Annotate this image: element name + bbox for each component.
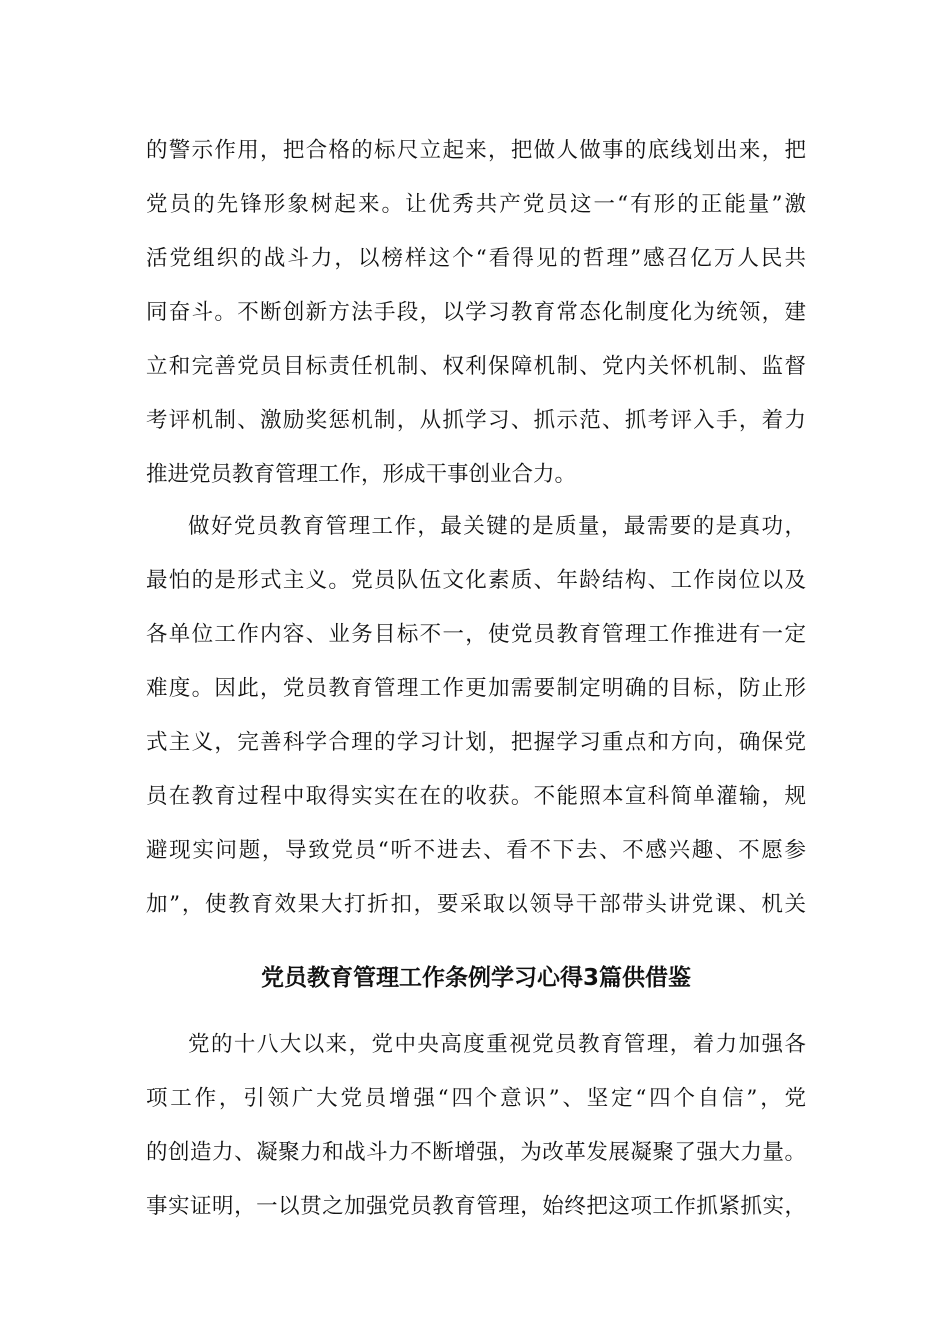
paragraph-line: 的警示作用，把合格的标尺立起来，把做人做事的底线划出来，把 [146,138,806,163]
paragraph-line: 做好党员教育管理工作，最关键的是质量，最需要的是真功， [188,514,806,539]
paragraph-line: 最怕的是形式主义。党员队伍文化素质、年龄结构、工作岗位以及 [146,568,806,593]
paragraph-line: 难度。因此，党员教育管理工作更加需要制定明确的目标，防止形 [146,676,806,701]
paragraph-line: 立和完善党员目标责任机制、权利保障机制、党内关怀机制、监督 [146,354,806,379]
paragraph-line: 考评机制、激励奖惩机制，从抓学习、抓示范、抓考评入手，着力 [146,408,806,433]
paragraph-line: 式主义，完善科学合理的学习计划，把握学习重点和方向，确保党 [146,730,806,755]
paragraph-line: 加”，使教育效果大打折扣，要采取以领导干部带头讲党课、机关 [146,892,806,917]
paragraph-line: 避现实问题，导致党员“听不进去、看不下去、不感兴趣、不愿参 [146,838,806,863]
paragraph-line: 的创造力、凝聚力和战斗力不断增强，为改革发展凝聚了强大力量。 [146,1140,806,1165]
section-heading: 党员教育管理工作条例学习心得3篇供借鉴 [260,965,691,991]
paragraph-line: 事实证明，一以贯之加强党员教育管理，始终把这项工作抓紧抓实， [146,1194,806,1219]
paragraph-line: 各单位工作内容、业务目标不一，使党员教育管理工作推进有一定 [146,622,806,647]
paragraph-line: 推进党员教育管理工作，形成干事创业合力。 [146,462,577,487]
paragraph-line: 员在教育过程中取得实实在在的收获。不能照本宣科简单灌输，规 [146,784,806,809]
paragraph-line: 党的十八大以来，党中央高度重视党员教育管理，着力加强各 [188,1032,806,1057]
paragraph-line: 项工作，引领广大党员增强“四个意识”、坚定“四个自信”，党 [146,1086,806,1111]
paragraph-line: 党员的先锋形象树起来。让优秀共产党员这一“有形的正能量”激 [146,192,806,217]
paragraph-line: 同奋斗。不断创新方法手段，以学习教育常态化制度化为统领，建 [146,300,806,325]
paragraph-line: 活党组织的战斗力，以榜样这个“看得见的哲理”感召亿万人民共 [146,246,806,271]
